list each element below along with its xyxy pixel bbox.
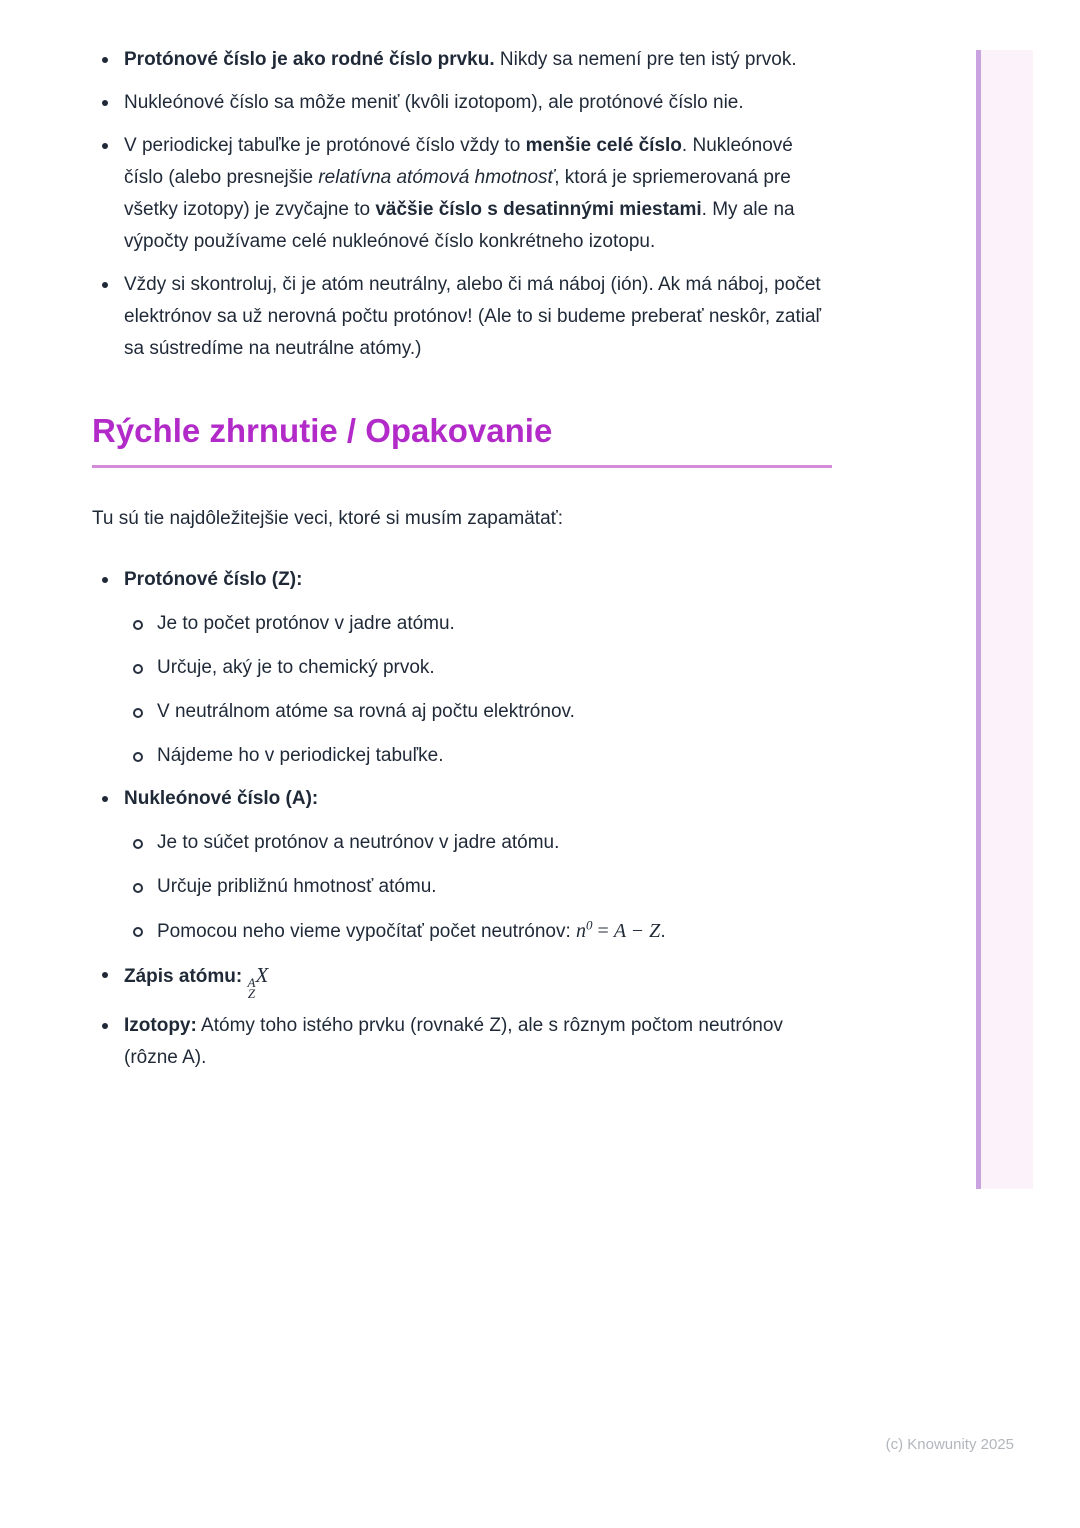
intro-bullet-list xyxy=(92,44,832,365)
list-item-text: Zápis atómu: A Z X xyxy=(124,963,269,1001)
disc-bullet-icon xyxy=(102,972,108,978)
section-title: Rýchle zhrnutie / Opakovanie xyxy=(92,412,553,449)
list-item-text: Určuje približnú hmotnosť atómu. xyxy=(157,876,437,897)
isotope-notation: A Z X xyxy=(247,963,269,1001)
disc-bullet-icon xyxy=(102,1023,108,1029)
document-content xyxy=(92,44,832,1085)
list-item xyxy=(92,130,832,258)
disc-bullet-icon xyxy=(102,57,108,63)
sub-list-item xyxy=(124,696,832,728)
circle-bullet-icon xyxy=(133,927,143,937)
circle-bullet-icon xyxy=(133,708,143,718)
list-item xyxy=(92,87,832,119)
list-item-text: Pomocou neho vieme vypočítať počet neutrónov: $n^0 = A - Z$. xyxy=(157,917,666,942)
sub-list-item xyxy=(124,915,832,948)
disc-bullet-icon xyxy=(102,143,108,149)
heading-underline xyxy=(92,465,832,468)
page-side-accent-strip xyxy=(976,50,1033,1189)
list-item xyxy=(92,1010,832,1074)
list-item xyxy=(92,564,832,772)
sub-list-item xyxy=(124,827,832,859)
disc-bullet-icon xyxy=(102,100,108,106)
list-item-text: Je to súčet protónov a neutrónov v jadre atómu. xyxy=(157,832,560,853)
list-item-text: Protónové číslo je ako rodné číslo prvku. Nikdy sa nemení pre ten istý prvok. xyxy=(124,49,797,70)
list-item-text: Nukleónové číslo sa môže meniť (kvôli izotopom), ale protónové číslo nie. xyxy=(124,92,744,113)
list-item-text: Vždy si skontroluj, či je atóm neutrálny, alebo či má náboj (ión). Ak má náboj, počet elektrónov sa už nerovná počtu protónov! (Ale to si budeme preberať neskôr, zatiaľ sa sústredíme na neutrálne atómy.) xyxy=(124,274,822,359)
circle-bullet-icon xyxy=(133,883,143,893)
list-item-text: Nukleónové číslo (A): xyxy=(124,788,319,809)
list-item xyxy=(92,269,832,365)
disc-bullet-icon xyxy=(102,796,108,802)
sub-list-item xyxy=(124,871,832,903)
summary-section xyxy=(92,564,832,1074)
disc-bullet-icon xyxy=(102,577,108,583)
list-item-text: V periodickej tabuľke je protónové číslo vždy to menšie celé číslo. Nukleónové číslo (alebo presnejšie relatívna atómová hmotnosť, ktorá je spriemerovaná pre všetky izotopy) je zvyčajne to väčšie číslo s desatinnými miestami. My ale na výpočty používame celé nukleónové číslo konkrétneho izotopu. xyxy=(124,135,795,252)
list-item-text: Je to počet protónov v jadre atómu. xyxy=(157,613,455,634)
list-item xyxy=(92,44,832,76)
sub-bullet-list xyxy=(124,827,832,948)
list-item-text: Protónové číslo (Z): xyxy=(124,569,303,590)
list-item xyxy=(92,959,832,999)
section-intro-paragraph: Tu sú tie najdôležitejšie veci, ktoré si musím zapamätať: xyxy=(92,508,564,529)
sub-bullet-list xyxy=(124,608,832,772)
list-item xyxy=(92,783,832,948)
sub-list-item xyxy=(124,740,832,772)
disc-bullet-icon xyxy=(102,282,108,288)
list-item-text: Izotopy: Atómy toho istého prvku (rovnaké Z), ale s rôznym počtom neutrónov (rôzne A). xyxy=(124,1015,783,1068)
circle-bullet-icon xyxy=(133,752,143,762)
list-item-text: Nájdeme ho v periodickej tabuľke. xyxy=(157,745,444,766)
sub-list-item xyxy=(124,608,832,640)
summary-bullet-list xyxy=(92,564,832,1074)
circle-bullet-icon xyxy=(133,664,143,674)
list-item-text: V neutrálnom atóme sa rovná aj počtu elektrónov. xyxy=(157,701,575,722)
circle-bullet-icon xyxy=(133,839,143,849)
circle-bullet-icon xyxy=(133,620,143,630)
copyright-footer: (c) Knowunity 2025 xyxy=(885,1436,1014,1453)
sub-list-item xyxy=(124,652,832,684)
list-item-text: Určuje, aký je to chemický prvok. xyxy=(157,657,435,678)
